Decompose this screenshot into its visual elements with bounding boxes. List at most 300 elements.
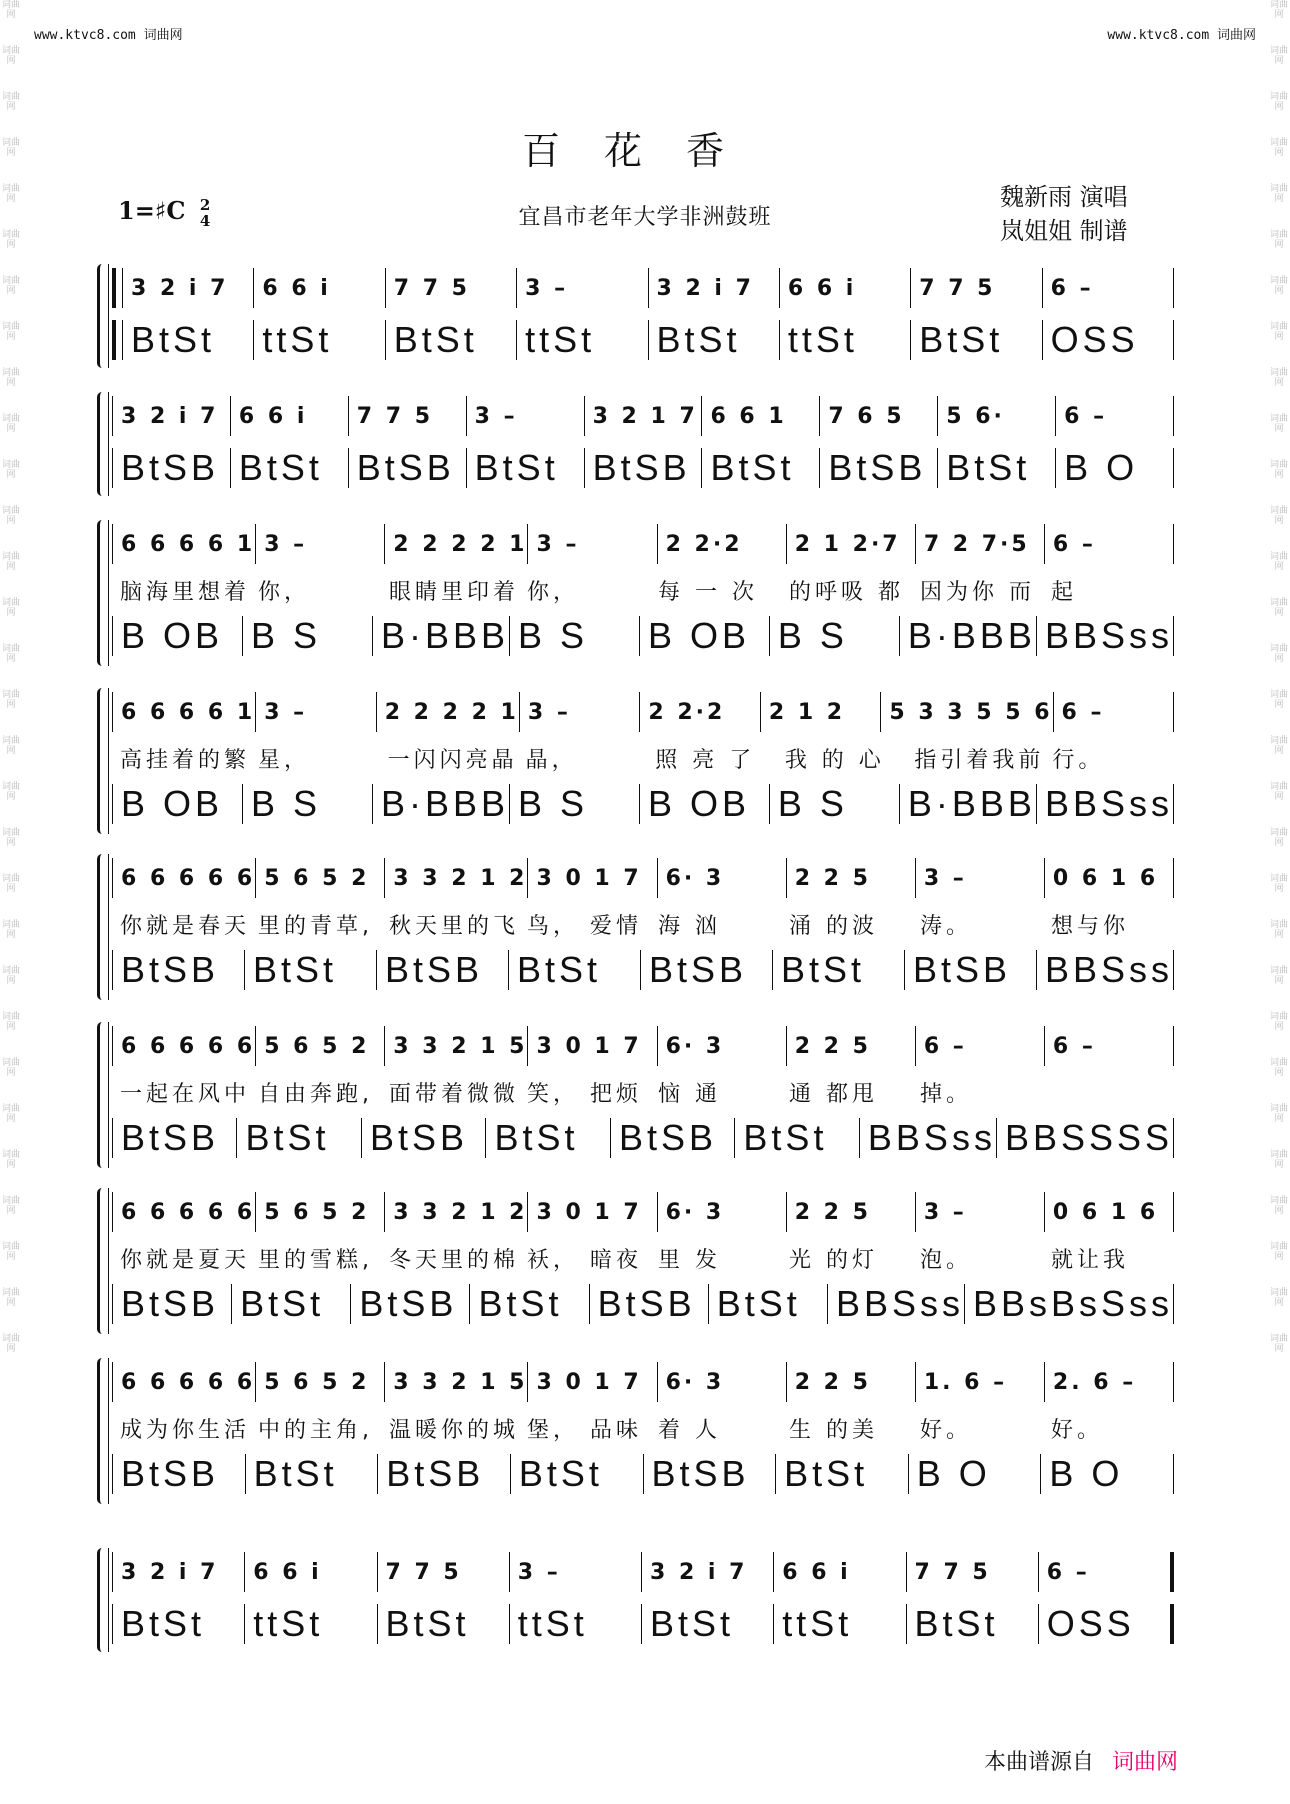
bar-line	[1173, 1454, 1174, 1494]
drum-row-measure: BtSt	[494, 1117, 579, 1158]
side-mark: 词曲网	[1, 1104, 20, 1124]
side-mark: 词曲网	[1, 1288, 20, 1308]
side-mark: 词曲网	[1, 460, 20, 480]
side-mark: 词曲网	[1, 138, 20, 158]
notation-row	[112, 1186, 1174, 1238]
system-brace	[97, 1188, 109, 1334]
side-mark: 词曲网	[1269, 1334, 1288, 1354]
drum-row	[112, 442, 1174, 494]
side-mark: 词曲网	[1269, 690, 1288, 710]
lyrics-row-measure: 一闪闪亮晶	[387, 747, 518, 773]
lyrics-row-measure: 冬天里的棉	[389, 1247, 520, 1273]
bar-line	[1173, 320, 1174, 360]
drum-row-measure: BBSss	[867, 1117, 996, 1158]
notation-row-measure: 2 2·2	[665, 531, 743, 557]
notation-row-measure: 3 3 2 1 5	[393, 1033, 528, 1059]
drum-row-measure: BtSB	[913, 949, 1012, 990]
system-brace	[97, 392, 109, 496]
time-denominator: 4	[199, 211, 211, 230]
drum-row-measure: BtSt	[781, 949, 866, 990]
notation-row-measure: 3 0 1 7	[536, 1033, 642, 1059]
notation-row-measure: 6 6 i	[787, 275, 857, 301]
side-mark: 词曲网	[1269, 552, 1288, 572]
notation-row-measure: 7 7 5	[356, 403, 434, 429]
lyrics-row-measure: 好。	[920, 1417, 973, 1443]
lyrics-row-measure: 涌 的波	[789, 913, 879, 939]
lyrics-row-measure: 温暖你的城	[389, 1417, 520, 1443]
notation-row-measure: 6 –	[1061, 699, 1105, 725]
score-system	[112, 1020, 1174, 1164]
drum-row-measure: BtSt	[710, 447, 795, 488]
notation-row-measure: 2 2 5	[794, 1369, 871, 1395]
drum-row-measure: B·BBB	[907, 615, 1036, 656]
drum-row	[112, 778, 1174, 830]
lyrics-row-measure: 好。	[1051, 1417, 1104, 1443]
drum-row-measure: BtSB	[386, 1453, 485, 1494]
drum-row-measure: BtSB	[121, 949, 220, 990]
lyrics-row-measure: 秋天里的飞	[389, 913, 520, 939]
drum-row-measure: BtSB	[359, 1283, 458, 1324]
drum-row-measure: BtSt	[131, 319, 216, 360]
notation-row	[112, 852, 1174, 904]
lyrics-row	[112, 738, 1174, 778]
drum-row-measure: BtSt	[240, 1283, 325, 1324]
notation-row	[112, 262, 1174, 314]
lyrics-row-measure: 行。	[1052, 747, 1105, 773]
system-brace	[97, 264, 109, 368]
notation-row-measure: 3 2 i 7	[131, 275, 229, 301]
lyrics-row-measure: 泡。	[920, 1247, 973, 1273]
bar-line	[1173, 692, 1174, 732]
side-mark: 词曲网	[1, 1058, 20, 1078]
drum-row-measure: B O	[1064, 447, 1139, 488]
notation-row-measure: 6 6 i	[238, 403, 308, 429]
notation-row-measure: 3 3 2 1 2	[393, 1199, 528, 1225]
bar-line	[1173, 1284, 1174, 1324]
notation-row-measure: 7 7 5	[914, 1559, 991, 1585]
bar-line	[1173, 1192, 1174, 1232]
notation-row	[112, 390, 1174, 442]
drum-row-measure: BtSt	[245, 1117, 330, 1158]
lyrics-row-measure: 涛。	[920, 913, 973, 939]
notation-row-measure: 3 –	[264, 531, 308, 557]
notation-row-measure: 5 6 5 2	[264, 1369, 370, 1395]
side-mark: 词曲网	[1269, 782, 1288, 802]
score-system	[112, 686, 1174, 830]
system-brace	[97, 1022, 109, 1168]
notation-row-measure: 3 0 1 7	[536, 865, 642, 891]
side-mark: 词曲网	[1, 552, 20, 572]
lyrics-row-measure: 照 亮 了	[655, 747, 756, 773]
notation-row-measure: 5 6 5 2	[264, 865, 370, 891]
drum-row-measure: BBsBsSss	[972, 1283, 1174, 1324]
notation-row-measure: 6· 3	[665, 1369, 725, 1395]
bar-line	[1173, 396, 1174, 436]
side-mark: 词曲网	[1269, 460, 1288, 480]
drum-row-measure: BBSss	[1045, 949, 1174, 990]
bar-line	[1173, 268, 1174, 308]
notation-row-measure: 2 2 5	[794, 1199, 871, 1225]
drum-row-measure: BtSt	[716, 1283, 801, 1324]
lyrics-row-measure: 里的雪糕,	[258, 1247, 374, 1273]
lyrics-row-measure: 每 一 次	[658, 579, 759, 605]
drum-row-measure: BtSB	[592, 447, 691, 488]
notation-row-measure: 3 0 1 7	[536, 1199, 642, 1225]
drum-row	[112, 1598, 1174, 1650]
bar-line	[112, 320, 123, 360]
drum-row	[112, 1112, 1174, 1164]
notation-row-measure: 6 –	[1052, 1033, 1096, 1059]
drum-row-measure: BtSt	[385, 1603, 470, 1644]
notation-row	[112, 1546, 1174, 1598]
drum-row-measure: BtSt	[238, 447, 323, 488]
drum-row-measure: BtSt	[253, 1453, 338, 1494]
side-mark: 词曲网	[1, 322, 20, 342]
lyrics-row-measure: 中的主角,	[258, 1417, 374, 1443]
side-mark: 词曲网	[1, 1242, 20, 1262]
drum-row	[112, 944, 1174, 996]
side-mark: 词曲网	[1, 1334, 20, 1354]
side-mark: 词曲网	[1, 276, 20, 296]
notation-row-measure: 3 2 i 7	[121, 403, 219, 429]
drum-row-measure: BtSB	[828, 447, 927, 488]
score-system	[112, 262, 1174, 366]
site-url-right[interactable]: www.ktvc8.com 词曲网	[1107, 28, 1256, 43]
drum-row-measure: ttSt	[782, 1603, 853, 1644]
drum-row-measure: BtSt	[743, 1117, 828, 1158]
notation-row-measure: 6 6 i	[253, 1559, 322, 1585]
notation-row-measure: 6 –	[923, 1033, 967, 1059]
side-mark: 词曲网	[1, 690, 20, 710]
notation-row-measure: 3 2 i 7	[650, 1559, 748, 1585]
notation-row-measure: 3 2 i 7	[656, 275, 754, 301]
side-mark: 词曲网	[1, 644, 20, 664]
bar-line	[1173, 448, 1174, 488]
drum-row-measure: BtSB	[356, 447, 455, 488]
drum-row-measure: ttSt	[517, 1603, 588, 1644]
drum-row-measure: BtSB	[618, 1117, 717, 1158]
side-mark: 词曲网	[1269, 506, 1288, 526]
drum-row-measure: ttSt	[787, 319, 858, 360]
key-label: 1=♯C	[118, 196, 186, 225]
side-mark: 词曲网	[1, 368, 20, 388]
lyrics-row-measure: 脑海里想着	[120, 579, 251, 605]
lyrics-row-measure: 指引着我前	[914, 747, 1045, 773]
lyrics-row-measure: 因为你 而	[920, 579, 1036, 605]
drum-row-measure: BtSB	[121, 447, 220, 488]
side-mark: 词曲网	[1269, 368, 1288, 388]
lyrics-row-measure: 袄， 暗夜	[527, 1247, 643, 1273]
system-brace	[97, 1548, 109, 1652]
side-mark: 词曲网	[1, 506, 20, 526]
drum-row	[112, 1278, 1174, 1330]
drum-row-measure: BtSt	[919, 319, 1004, 360]
notation-row-measure: 3 –	[517, 1559, 561, 1585]
lyrics-row-measure: 生 的美	[789, 1417, 879, 1443]
drum-row-measure: B·BBB	[380, 615, 509, 656]
notation-row-measure: 6 6 6 6 6	[121, 1033, 256, 1059]
side-mark: 词曲网	[1269, 598, 1288, 618]
bar-line	[1170, 1604, 1174, 1644]
drum-row-measure: B OB	[121, 615, 224, 656]
bar-line	[1173, 1362, 1174, 1402]
side-mark: 词曲网	[1, 1150, 20, 1170]
drum-row-measure: B S	[250, 783, 321, 824]
side-mark: 词曲网	[1269, 138, 1288, 158]
side-mark: 词曲网	[1269, 276, 1288, 296]
drum-row-measure: BtSt	[946, 447, 1031, 488]
notation-row-measure: 5 6 5 2	[264, 1033, 370, 1059]
notation-row-measure: 7 2 7·5	[923, 531, 1030, 557]
side-mark: 词曲网	[1, 782, 20, 802]
site-url-left[interactable]: www.ktvc8.com 词曲网	[34, 28, 183, 43]
drum-row-measure: OSS	[1050, 319, 1139, 360]
drum-row-measure: OSS	[1046, 1603, 1135, 1644]
notation-row-measure: 2 2 5	[794, 1033, 871, 1059]
notation-row-measure: 7 7 5	[919, 275, 996, 301]
drum-row-measure: BtSB	[649, 949, 748, 990]
side-mark: 词曲网	[1269, 644, 1288, 664]
notation-row-measure: 6 –	[1064, 403, 1108, 429]
lyrics-row-measure: 晶，	[525, 747, 578, 773]
side-mark: 词曲网	[1269, 1058, 1288, 1078]
side-mark: 词曲网	[1, 874, 20, 894]
drum-row-measure: BtSt	[253, 949, 338, 990]
drum-row-measure: B OB	[647, 615, 750, 656]
drum-row-measure: B S	[517, 783, 589, 824]
side-mark: 词曲网	[1269, 874, 1288, 894]
notation-row	[112, 686, 1174, 738]
side-mark: 词曲网	[1269, 1150, 1288, 1170]
notation-row-measure: 3 –	[536, 531, 580, 557]
notation-row-measure: 1. 6 –	[923, 1369, 1008, 1395]
side-mark: 词曲网	[1269, 920, 1288, 940]
drum-row-measure: BtSB	[651, 1453, 750, 1494]
arranger-credit: 岚姐姐 制谱	[1000, 217, 1128, 245]
drum-row-measure: BtSB	[121, 1283, 220, 1324]
drum-row-measure: BtSt	[478, 1283, 563, 1324]
lyrics-row-measure: 光 的灯	[789, 1247, 879, 1273]
notation-row	[112, 1020, 1174, 1072]
lyrics-row-measure: 海 汹	[658, 913, 722, 939]
notation-row-measure: 6 6 6 6 6	[121, 865, 256, 891]
notation-row-measure: 3 3 2 1 2	[393, 865, 528, 891]
side-mark: 词曲网	[1, 92, 20, 112]
lyrics-row	[112, 1072, 1174, 1112]
notation-row-measure: 0 6 1 6	[1052, 865, 1159, 891]
drum-row-measure: ttSt	[525, 319, 596, 360]
drum-row-measure: BBSss	[835, 1283, 964, 1324]
score-system	[112, 1356, 1174, 1500]
side-mark: 词曲网	[1, 598, 20, 618]
drum-row-measure: BtSt	[784, 1453, 869, 1494]
drum-row-measure: BtSt	[474, 447, 559, 488]
side-mark: 词曲网	[1, 736, 20, 756]
lyrics-row-measure: 想与你	[1051, 913, 1130, 939]
system-brace	[97, 688, 109, 834]
drum-row-measure: BBSss	[1044, 783, 1173, 824]
notation-row-measure: 3 –	[264, 699, 308, 725]
notation-row-measure: 6 6 6 6 1	[121, 531, 256, 557]
lyrics-row-measure: 着 人	[658, 1417, 722, 1443]
drum-row-measure: B S	[517, 615, 589, 656]
side-mark: 词曲网	[1, 184, 20, 204]
notation-row-measure: 6 6 6 6 1	[121, 699, 256, 725]
drum-row-measure: B S	[777, 615, 848, 656]
notation-row-measure: 7 7 5	[385, 1559, 462, 1585]
lyrics-row-measure: 就让我	[1051, 1247, 1130, 1273]
drum-row-measure: BtSt	[914, 1603, 999, 1644]
notation-row-measure: 2 2 5	[794, 865, 871, 891]
bar-line	[1170, 1552, 1174, 1592]
lyrics-row-measure: 里的青草,	[258, 913, 374, 939]
side-mark: 词曲网	[1269, 1288, 1288, 1308]
drum-row-measure: BtSt	[518, 1453, 603, 1494]
drum-row-measure: B OB	[647, 783, 750, 824]
side-mark: 词曲网	[1269, 414, 1288, 434]
notation-row-measure: 6 6 6 6 6	[121, 1369, 256, 1395]
side-mark: 词曲网	[1, 414, 20, 434]
lyrics-row-measure: 成为你生活	[120, 1417, 251, 1443]
lyrics-row-measure: 里 发	[658, 1247, 722, 1273]
side-mark: 词曲网	[1269, 92, 1288, 112]
side-mark: 词曲网	[1269, 1012, 1288, 1032]
side-watermark-left	[0, 0, 22, 1804]
bar-line	[1173, 524, 1174, 564]
lyrics-row-measure: 高挂着的繁	[120, 747, 251, 773]
side-mark: 词曲网	[1269, 1104, 1288, 1124]
side-mark: 词曲网	[1269, 828, 1288, 848]
side-mark: 词曲网	[1, 1012, 20, 1032]
drum-row-measure: BtSB	[121, 1453, 220, 1494]
lyrics-row-measure: 你就是夏天	[120, 1247, 251, 1273]
drum-row-measure: ttSt	[253, 1603, 324, 1644]
lyrics-row-measure: 起	[1051, 579, 1078, 605]
drum-row-measure: B O	[1049, 1453, 1124, 1494]
drum-row-measure: B·BBB	[907, 783, 1036, 824]
notation-row-measure: 2 2 2 2 1	[393, 531, 528, 557]
notation-row-measure: 3 –	[923, 865, 967, 891]
drum-row-measure: B·BBB	[380, 783, 509, 824]
side-mark: 词曲网	[1, 46, 20, 66]
lyrics-row-measure: 自由奔跑,	[258, 1081, 374, 1107]
notation-row-measure: 3 –	[527, 699, 571, 725]
lyrics-row-measure: 你，	[527, 579, 580, 605]
drum-row	[112, 1448, 1174, 1500]
time-numerator: 2	[199, 195, 211, 214]
drum-row-measure: BtSt	[393, 319, 478, 360]
notation-row-measure: 2 2 2 2 1	[384, 699, 519, 725]
drum-row-measure: BtSB	[121, 1117, 220, 1158]
side-mark: 词曲网	[1269, 184, 1288, 204]
drum-row-measure: ttSt	[262, 319, 333, 360]
side-mark: 词曲网	[1, 1196, 20, 1216]
drum-row-measure: BBSSSS	[1004, 1117, 1174, 1158]
side-mark: 词曲网	[1269, 1196, 1288, 1216]
lyrics-row	[112, 570, 1174, 610]
song-title: 百花香	[521, 129, 768, 173]
side-mark: 词曲网	[1, 0, 20, 20]
side-mark: 词曲网	[1269, 230, 1288, 250]
side-mark: 词曲网	[1, 230, 20, 250]
side-mark: 词曲网	[1, 828, 20, 848]
score-system	[112, 518, 1174, 662]
notation-row-measure: 6· 3	[665, 1033, 725, 1059]
performer-credit: 魏新雨 演唱	[1000, 183, 1128, 211]
side-watermark-right	[1268, 0, 1290, 1804]
lyrics-row-measure: 你，	[258, 579, 311, 605]
score-system	[112, 1546, 1174, 1650]
notation-row-measure: 3 0 1 7	[536, 1369, 642, 1395]
bar-line	[1173, 858, 1174, 898]
side-mark: 词曲网	[1269, 0, 1288, 20]
notation-row-measure: 5 6·	[946, 403, 1005, 429]
score-system	[112, 1186, 1174, 1330]
side-mark: 词曲网	[1, 966, 20, 986]
notation-row-measure: 6· 3	[665, 865, 725, 891]
drum-row	[112, 314, 1174, 366]
lyrics-row-measure: 的呼吸 都	[789, 579, 905, 605]
lyrics-row-measure: 一起在风中	[120, 1081, 251, 1107]
side-mark: 词曲网	[1269, 736, 1288, 756]
notation-row-measure: 6 6 6 6 6	[121, 1199, 256, 1225]
side-mark: 词曲网	[1, 920, 20, 940]
notation-row	[112, 1356, 1174, 1408]
notation-row-measure: 2 2·2	[648, 699, 726, 725]
bar-line	[1173, 616, 1174, 656]
brand-link[interactable]: 词曲网	[1111, 1750, 1178, 1775]
lyrics-row	[112, 1408, 1174, 1448]
notation-row-measure: 6 6 i	[262, 275, 331, 301]
drum-row-measure: B S	[777, 783, 848, 824]
bar-line	[1173, 1026, 1174, 1066]
song-subtitle: 宜昌市老年大学非洲鼓班	[518, 205, 772, 230]
side-mark: 词曲网	[1269, 1242, 1288, 1262]
drum-row-measure: BtSt	[121, 1603, 206, 1644]
system-brace	[97, 854, 109, 1000]
notation-row-measure: 3 2 1 7	[592, 403, 698, 429]
drum-row-measure: BtSB	[385, 949, 484, 990]
lyrics-row-measure: 通 都甩	[789, 1081, 879, 1107]
lyrics-row-measure: 堡， 品味	[527, 1417, 643, 1443]
drum-row-measure: BtSt	[656, 319, 741, 360]
lyrics-row	[112, 904, 1174, 944]
notation-row-measure: 7 6 5	[828, 403, 905, 429]
notation-row-measure: 6 –	[1046, 1559, 1090, 1585]
notation-row-measure: 3 2 i 7	[121, 1559, 219, 1585]
lyrics-row-measure: 我 的 心	[784, 747, 885, 773]
drum-row-measure: B OB	[121, 783, 224, 824]
bar-line	[1173, 1118, 1174, 1158]
side-mark: 词曲网	[1269, 322, 1288, 342]
lyrics-row-measure: 笑， 把烦	[527, 1081, 643, 1107]
lyrics-row-measure: 你就是春天	[120, 913, 251, 939]
lyrics-row-measure: 面带着微微	[389, 1081, 520, 1107]
lyrics-row-measure: 眼睛里印着	[389, 579, 520, 605]
notation-row	[112, 518, 1174, 570]
system-brace	[97, 520, 109, 666]
bar-line	[112, 268, 123, 308]
notation-row-measure: 6 6 1	[710, 403, 787, 429]
drum-row-measure: B S	[250, 615, 321, 656]
notation-row-measure: 0 6 1 6	[1052, 1199, 1159, 1225]
drum-row-measure: BtSt	[650, 1603, 735, 1644]
notation-row-measure: 2 1 2·7	[794, 531, 901, 557]
notation-row-measure: 6· 3	[665, 1199, 725, 1225]
side-mark: 词曲网	[1269, 966, 1288, 986]
notation-row-measure: 3 3 2 1 5	[393, 1369, 528, 1395]
drum-row-measure: BtSt	[517, 949, 602, 990]
